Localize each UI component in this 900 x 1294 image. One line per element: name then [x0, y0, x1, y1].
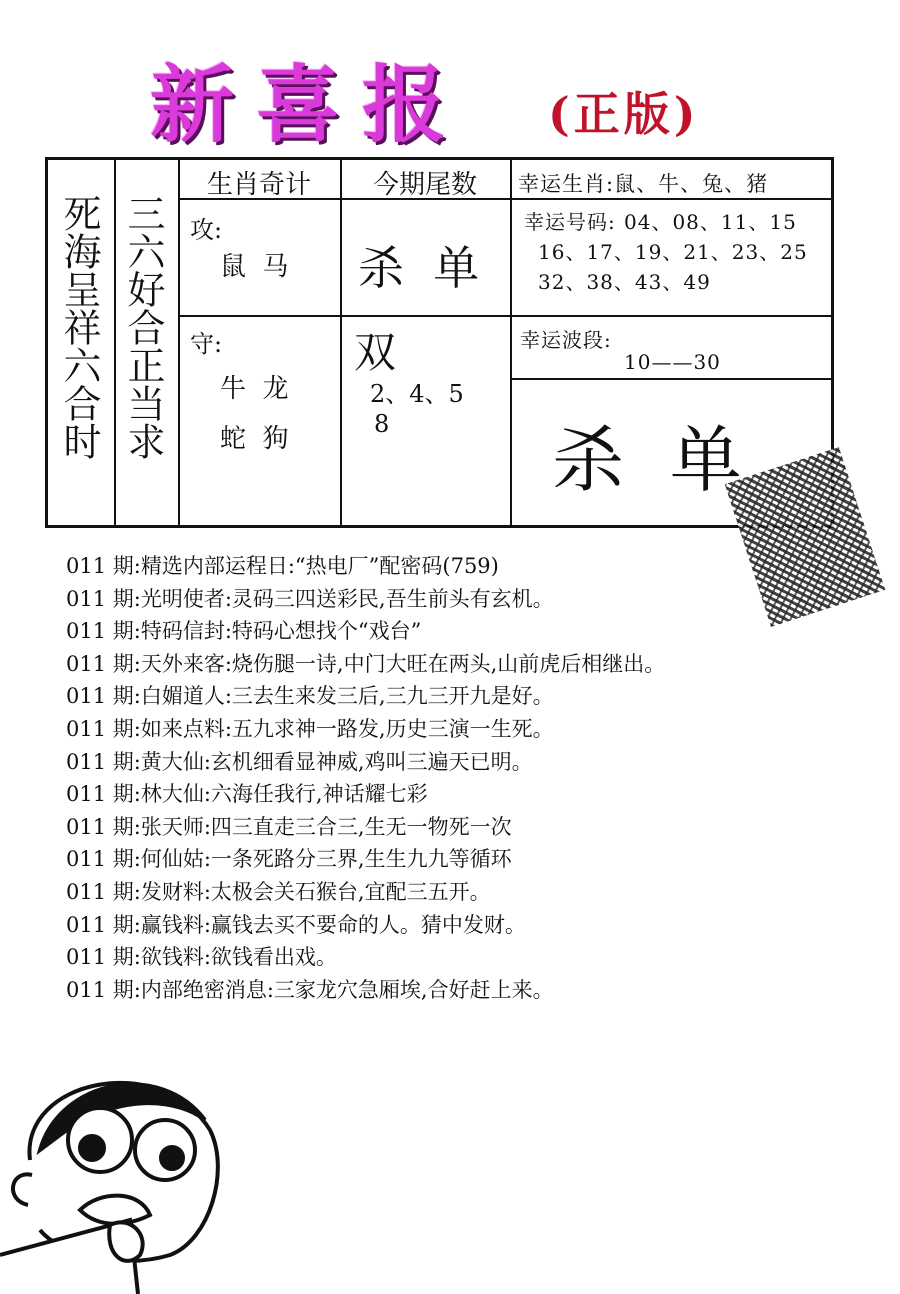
defend-values: 牛 龙 — [220, 374, 289, 404]
table-divider — [510, 378, 834, 380]
lucky-numbers-row: 04、08、11、15 — [624, 210, 797, 234]
defend-label: 守: — [190, 330, 223, 358]
list-item: 011 期:张天师:四三直走三合三,生无一物死一次 — [66, 814, 512, 839]
list-item: 011 期:精选内部运程日:“热电厂”配密码(759) — [66, 554, 499, 578]
list-item: 011 期:天外来客:烧伤腿一诗,中门大旺在两头,山前虎后相继出。 — [66, 651, 666, 676]
table-divider — [510, 160, 512, 525]
double-label: 双 — [354, 328, 397, 377]
table-divider — [178, 160, 180, 525]
table-divider — [114, 160, 116, 525]
lucky-zodiac: 幸运生肖:鼠、牛、兔、猪 — [518, 172, 769, 196]
list-item: 011 期:赢钱料:赢钱去买不要命的人。猜中发财。 — [66, 912, 526, 937]
table-divider — [178, 315, 834, 317]
attack-label: 攻: — [190, 216, 223, 244]
table-divider — [340, 160, 342, 525]
info-table — [45, 157, 834, 528]
kill-single-main: 杀 单 — [552, 418, 742, 502]
list-item: 011 期:何仙姑:一条死路分三界,生生九九等循环 — [66, 847, 512, 872]
list-item: 011 期:欲钱料:欲钱看出戏。 — [66, 945, 337, 970]
kill-single-tail: 杀 单 — [358, 241, 480, 295]
zodiac-header: 生肖奇计 — [206, 170, 311, 200]
list-item: 011 期:白媚道人:三去生来发三后,三九三开九是好。 — [66, 684, 554, 709]
list-item: 011 期:内部绝密消息:三家龙穴急厢埃,合好赶上来。 — [66, 977, 554, 1002]
newspaper-title: 新喜报 — [150, 55, 469, 154]
slogan-left: 死海呈祥六合时 — [57, 194, 101, 460]
list-item: 011 期:光明使者:灵码三四送彩民,吾生前头有玄机。 — [66, 586, 554, 611]
prediction-list — [66, 550, 866, 1006]
list-item: 011 期:发财料:太极会关石猴台,宜配三五开。 — [66, 879, 491, 904]
defend-values: 蛇 狗 — [220, 424, 289, 454]
list-item: 011 期:黄大仙:玄机细看显神威,鸡叫三遍天已明。 — [66, 749, 533, 774]
lucky-numbers-row: 16、17、19、21、23、25 — [538, 240, 808, 264]
tail-header: 今期尾数 — [372, 170, 477, 200]
tail-numbers: 8 — [374, 410, 390, 438]
slogan-right: 三六好合正当求 — [121, 194, 165, 460]
lucky-wave-label: 幸运波段: — [520, 328, 612, 352]
lucky-numbers-label: 幸运号码: — [524, 210, 616, 234]
lucky-numbers-row: 32、38、43、49 — [538, 270, 711, 294]
tail-numbers: 2、4、5 — [370, 380, 464, 408]
cartoon-character — [0, 1040, 260, 1294]
lucky-wave-range: 10——30 — [624, 350, 721, 374]
edition-label: (正版) — [548, 87, 700, 141]
list-item: 011 期:林大仙:六海任我行,神话耀七彩 — [66, 782, 428, 807]
attack-values: 鼠 马 — [220, 252, 289, 282]
list-item: 011 期:特码信封:特码心想找个“戏台” — [66, 619, 422, 644]
list-item: 011 期:如来点料:五九求神一路发,历史三演一生死。 — [66, 716, 554, 741]
